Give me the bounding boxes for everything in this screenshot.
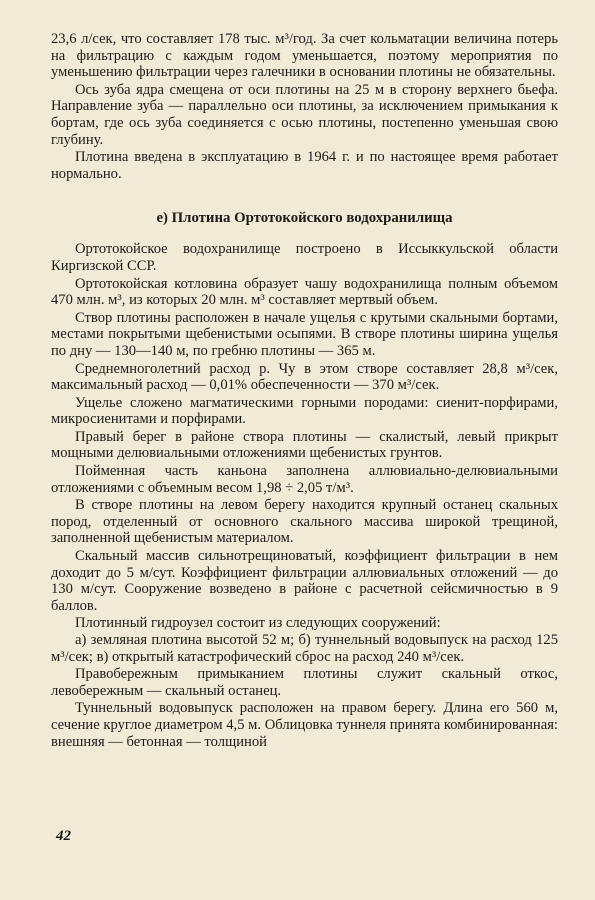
- paragraph-discharge: Среднемноголетний расход р. Чу в этом створе составляет 28,8 м³/сек, максимальный расход — 0,01% обеспеченности — 370 м³/сек.: [51, 360, 558, 394]
- paragraph-filtration-losses: 23,6 л/сек, что составляет 178 тыс. м³/год. За счет кольматации величина потерь на фильтрацию с каждым годом уменьшается, поэтому мероприятия по уменьшению фильтрации через галечники в основании плотины не обязательны.: [51, 31, 558, 81]
- paragraph-right-bank: Правый берег в районе створа плотины — скалистый, левый прикрыт мощными делювиальными отложениями щебенистых грунтов.: [51, 428, 558, 462]
- paragraph-dam-site: Створ плотины расположен в начале ущелья с крутыми скальными бортами, местами покрытыми щебенистыми осыпями. В створе плотины ширина ущелья по дну — 130—140 м, по гребню плотины — 365 м.: [51, 309, 558, 359]
- paragraph-gorge-rocks: Ущелье сложено магматическими горными породами: сиенит-порфирами, микросиенитами и порфирами.: [51, 394, 558, 428]
- paragraph-hydro-complex: Плотинный гидроузел состоит из следующих сооружений:: [75, 615, 441, 632]
- page-number: 42: [56, 828, 71, 844]
- paragraph-floodplain: Пойменная часть каньона заполнена аллювиально-делювиальными отложениями с объемным весом 1,98 ÷ 2,05 т/м³.: [51, 463, 558, 496]
- paragraph-tunnel-outlet: Туннельный водовыпуск расположен на правом берегу. Длина его 560 м, сечение круглое диаметром 4,5 м. Облицовка туннеля принята комбинированная: внешняя — бетонная — толщиной: [51, 700, 558, 750]
- paragraph-structures-list: а) земляная плотина высотой 52 м; б) туннельный водовыпуск на расход 125 м³/сек; в) открытый катастрофический сброс на расход 240 м³/сек.: [51, 632, 558, 665]
- paragraph-rock-outlier: В створе плотины на левом берегу находится крупный останец скальных пород, отделенный от основного скального массива широкой трещиной, заполненной щебенистым материалом.: [51, 497, 558, 547]
- paragraph-abutments: Правобережным примыканием плотины служит скальный откос, левобережным — скальный останец.: [51, 666, 558, 699]
- paragraph-reservoir-location: Ортотокойское водохранилище построено в Иссыккульской области Киргизской ССР.: [51, 241, 558, 274]
- paragraph-commissioning: Плотина введена в эксплуатацию в 1964 г. и по настоящее время работает нормально.: [51, 149, 558, 182]
- section-heading: е) Плотина Ортотокойского водохранилища: [156, 210, 453, 227]
- paragraph-reservoir-volume: Ортотокойская котловина образует чашу водохранилища полным объемом 470 млн. м³, из которых 20 млн. м³ составляет мертвый объем.: [51, 275, 558, 309]
- paragraph-core-tooth-axis: Ось зуба ядра смещена от оси плотины на 25 м в сторону верхнего бьефа. Направление зуба — параллельно оси плотины, за исключением примыкания к бортам, где ось зуба соединяется с осью плотины, постепенно уменьшая свою глубину.: [51, 81, 558, 148]
- paragraph-rock-massif: Скальный массив сильнотрещиноватый, коэффициент фильтрации в нем доходит до 5 м/сут. Коэффициент фильтрации аллювиальных отложений — до 130 м/сут. Сооружение возведено в районе с расчетной сейсмичностью в 9 баллов.: [51, 548, 558, 614]
